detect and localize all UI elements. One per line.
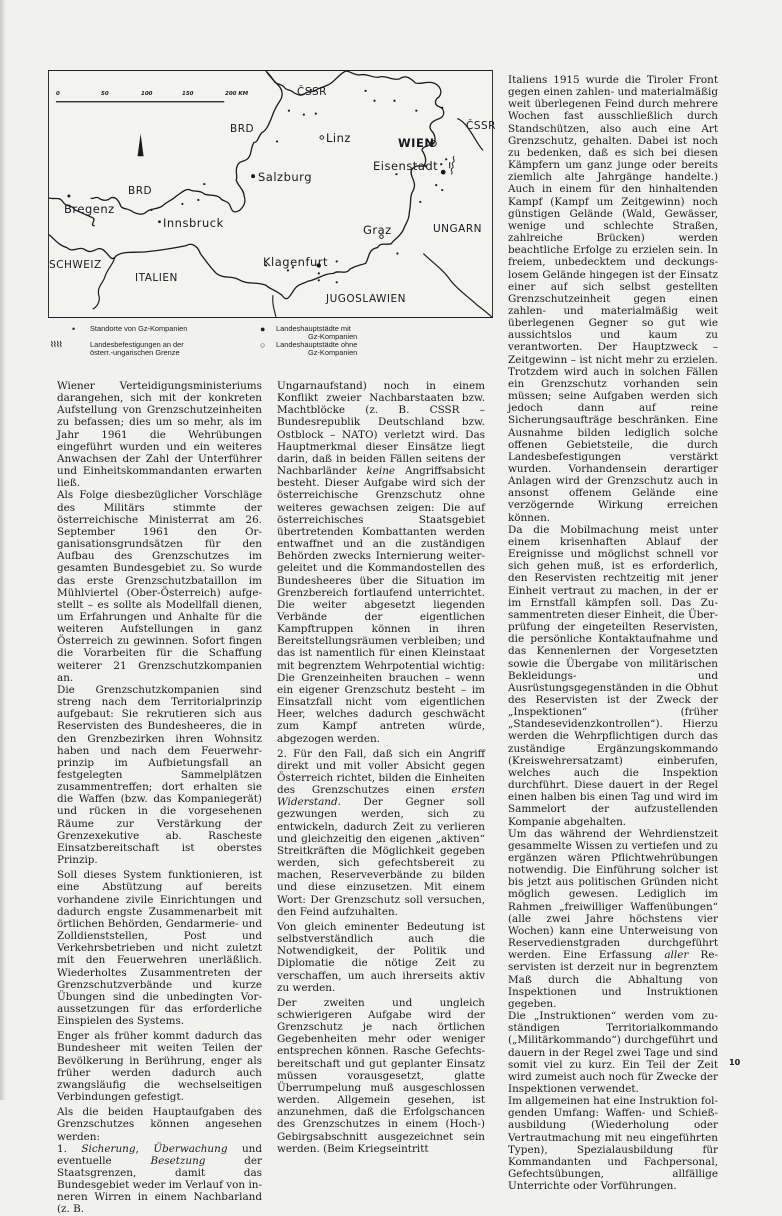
text-run: . Der Gegner soll gezwungen werden, sich zu entwickeln, dadurch Zeit zu verlieren und gleichzeitig den eigenen „aktiven“ Streitkräften die Möglichkeit gegeben werden, sich gefechtsbereit zu machen, Reserveverbände zu bilden und diese einzusetzen. Mit einem Wort: Der Grenzschutz soll versuchen, den Feind aufzuhalten. xyxy=(277,796,485,918)
city-label-innsbruck: Innsbruck xyxy=(163,216,224,230)
text-run: 2. Für den Fall, daß sich ein Angriff direkt und mit voller Absicht gegen Österreich richtet, bilden die Einheiten des Grenzschutzes einen xyxy=(277,747,485,797)
paragraph: Die Grenzschutzkompanien sind streng nach dem Territorialprinzip aufgebaut: Sie rekrutieren sich aus Reservisten des Bundesheeres, die in den Grenzbezirken ihren Wohnsitz haben und nach dem Feuerwehrprinzip im Aufbietungsfall an festgelegten Sammelplätzen zusammentreffen; dort erhalten sie die Waffen (bzw. das Kompaniegerät) und rücken in die vorgesehenen Räume zur Verstärkung der Grenzexekutive ab. Rascheste Einsatzbereitschaft ist oberstes Prinzip. xyxy=(57,683,262,867)
paragraph: Wiener Verteidigungsministeriums darangehen, sich mit der konkreten Aufstellung von Grenzschutzeinheiten zu befassen; dies um so mehr, als im Jahr 1961 die Wehrübungen eingeführt wurden und ein weiteres Anwachsen der Zahl der Unterführer und Einheitskommandanten erwarten ließ. xyxy=(57,380,262,490)
text-run: Ungarnaufstand) noch in einem Konflikt zweier Nachbarstaaten bzw. Machtblöcke (z. B. CSSR – Bundesrepublik Deutschland bzw. Ostblock – NATO) verletzt wird. Das Hauptmerkmal dieser Einsätze liegt darin, daß in beiden Fällen seitens der Nachbarländer xyxy=(277,380,485,478)
text-run: Um das während der Wehrdienstzeit gesammelte Wissen zu vertiefen und zu ergänzen wären Pflichtwehrübungen notwendig. Die Einführung solcher ist bis jetzt aus politischen Gründen nicht möglich gewesen. Lediglich im Rahmen „freiwilliger Waffenübungen“ (alle zwei Jahre höchstens vier Wochen) kann eine Unterweisung von Reservedienstgraden durchgeführt werden. Eine Erfassung xyxy=(508,827,718,962)
capital-without-gz-marker xyxy=(320,136,324,140)
paragraph: Die „Instruktionen“ werden vom zuständigen Territorialkommando („Militärkommando“) durchgeführt und dauern in der Regel zwei Tage und sind somit viel zu kurz. Ein Teil der Zeit wird zumeist auch noch für Zwecke der Inspektionen verwendet. xyxy=(508,1010,718,1095)
austria-border-map xyxy=(48,70,496,318)
capital-with-gz-marker xyxy=(441,170,446,175)
gz-company-dot-icon: • xyxy=(72,324,76,334)
city-label-eisenstadt: Eisenstadt xyxy=(373,159,439,173)
legend-capitals-without-line2: Gz-Kompanien xyxy=(308,348,358,357)
open-circle-icon: ○ xyxy=(260,340,266,350)
scale-label: 100 xyxy=(141,91,153,97)
scale-label: 50 xyxy=(101,91,109,97)
text-column-3 xyxy=(508,74,718,1192)
gz-company-markers xyxy=(67,89,447,284)
paragraph: Der zweiten und ungleich schwierigeren Aufgabe wird der Grenzschutz je nach örtlichen Gegebenheiten mehr oder weniger entsprechen können. Rasche Gefechtsbereitschaft und gut geplanter Einsatz müssen vorausgesetzt, glatte Überrumpelung muß ausgeschlossen werden. Allgemein gesehen, ist anzunehmen, daß die Erfolgschancen des Grenzschutzes in einem (Hoch-) Gebirgsabschnitt ausgezeichnet sein werden. (Beim Kriegseintritt xyxy=(277,996,485,1155)
text-run: und eventuelle xyxy=(57,1142,263,1167)
fortification-line xyxy=(449,156,454,174)
paragraph: Italiens 1915 wurde die Tiroler Front gegen einen zahlen- und materialmäßig weit überlegenen Feind durch mehrere Wochen fast ausschließlich durch Standschützen, also auch eine Art Grenzschutz, gehalten. Dabei ist noch zu bedenken, daß es sich bei diesen Kämpfern um ganz junge oder bereits ziemlich alte Jahrgänge handelte.) Auch in einem für den hinhaltenden Kampf (Kampf um Zeitgewinn) noch günstigen Gelände (Wald, Gewässer, wenige und schlechte Straßen, zahlreiche Brücken) werden beachtliche Erfolge zu erzielen sein. In freiem, unbedecktem und deckungslosem Gelände hingegen ist der Einsatz einer auf sich selbst gestellten Grenzschutzeinheit gegen einen zahlen- und materialmäßig weit überlegenen Gegner so gut wie aussichtslos und kaum zu verantworten. Der Hauptzweck – Zeitgewinn – ist nicht mehr zu erzielen. Trotzdem wird auch in solchen Fällen ein Grenzschutz vorhanden sein müssen; seine Aufgaben werden sich jedoch dann auf reine Sicherungsaufträge beschränken. Eine Ausnahme bilden lediglich solche offenen Gebietsteile, die durch Landesbefestigungen verstärkt wurden. Vorhandensein derartiger Anlagen wird der Grenzschutz auch in ansonst offenem Gelände eine verzögernde Wirkung erreichen können. xyxy=(508,74,718,524)
paragraph: Als die beiden Hauptaufgaben des Grenzschutzes können angesehen werden: xyxy=(57,1106,262,1143)
capital-with-gz-marker xyxy=(251,174,255,178)
legend-fortifications-line2: österr.-ungarischen Grenze xyxy=(90,348,180,357)
country-label-jugoslawien: JUGOSLAWIEN xyxy=(326,293,407,305)
emphasis: Sicherung xyxy=(81,1142,136,1155)
text-run: , xyxy=(135,1142,154,1155)
text-column-2 xyxy=(277,380,485,1155)
paragraph: Enger als früher kommt dadurch das Bundesheer mit weiten Teilen der Bevölkerung in Berührung, enger als früher werden dadurch auch zwangsläufig die wechselseitigen Verbindungen gefestigt. xyxy=(57,1030,262,1104)
paragraph: Soll dieses System funktionieren, ist eine Abstützung auf bereits vorhandene zivile Einrichtungen und dadurch engste Zusammenarbeit mit örtlichen Behörden, Gendarmerie- und Zolldienststellen, Post und Verkehrsbetrieben und nicht zuletzt mit den Feuerwehren unerläßlich. Wiederholtes Zusammentreten der Grenzschutzverbände und kurze Übungen sind die unbedingten Voraussetzungen für das erforderliche Einspielen des Systems. xyxy=(57,869,262,1028)
city-label-bregenz: Bregenz xyxy=(64,202,115,216)
page-edge-shadow xyxy=(0,0,6,1100)
page-number: 10 xyxy=(729,1058,741,1067)
country-label-italien: ITALIEN xyxy=(135,272,178,284)
text-run: Reservisten ist derzeit nur in begrenztem Maß durch die Abhaltung von Inspektionen und Instruktionen gegeben. xyxy=(508,949,718,1010)
legend-gz-companies: Standorte von Gz-Kompanien xyxy=(90,324,188,333)
text-column-1 xyxy=(57,380,262,1216)
city-label-salzburg: Salzburg xyxy=(258,170,312,184)
country-label-brd: BRD xyxy=(230,123,255,135)
country-label-brd: BRD xyxy=(128,185,153,197)
paragraph: Von gleich eminenter Bedeutung ist selbstverständlich auch die Notwendigkeit, der Politik und Diplomatie die nötige Zeit zu verschaffen, um auch ihrerseits aktiv zu werden. xyxy=(277,920,485,994)
paragraph: Als Folge diesbezüglicher Vorschläge des Militärs stimmte der österreichische Ministerrat am 26. September 1961 den Organisationsgrundsätzen für den Aufbau des Grenzschutzes im gesamten Bundesgebiet zu. So wurde das erste Grenzschutzbataillon im Mühlviertel (Ober-Österreich) aufgestellt – es sollte als Modellfall dienen, um Erfahrungen und Anhalte für die weiteren Aufstellungen in ganz Österreich zu gewinnen. Sofort fingen die Vorarbeiten für die Schaffung weiterer 21 Grenzschutzkompanien an. xyxy=(57,489,262,684)
country-label-cssr: ČSSR xyxy=(297,86,327,98)
emphasis: aller xyxy=(664,949,689,962)
paragraph-task-1 xyxy=(57,1143,262,1216)
austria-border-line xyxy=(49,71,444,299)
paragraph-task-2 xyxy=(277,748,485,918)
country-label-ungarn: UNGARN xyxy=(433,223,483,235)
paragraph xyxy=(508,828,718,1010)
paragraph xyxy=(277,380,485,745)
emphasis: ersten Widerstand xyxy=(277,784,485,809)
country-label-cssr: ČSSR xyxy=(466,120,496,132)
emphasis: keine xyxy=(366,465,396,478)
list-number: 1. xyxy=(57,1142,82,1155)
capital-with-gz-marker xyxy=(158,220,161,223)
north-arrow-icon xyxy=(138,133,144,156)
emphasis: Besetzung xyxy=(150,1154,206,1167)
country-label-schweiz: SCHWEIZ xyxy=(49,259,102,271)
filled-circle-icon: ● xyxy=(260,324,266,334)
text-run: Angriffsabsicht besteht. Dieser Aufgabe wird sich der österreichische Grenzschutz ohne weiteres gewachsen zeigen: Die auf österreichisches Staatsgebiet übertretenden Kombattanten werden entwaffnet und an die zuständigen Behörden zwecks Internierung weitergeleitet und die Kommandostellen des Bundesheeres über die Situation im Grenzbereich fortlaufend unterrichtet. Die weiter abgesetzt liegenden Verbände der eigentlichen Kampftruppen können in ihren Bereitstellungsräumen verbleiben; und das ist namentlich für einen Kleinstaat mit begrenztem Wehrpotential wichtig: Die Grenzeinheiten brauchen – wenn ein eigener Grenzschutz besteht – im Einsatzfall nicht vom eigentlichen Heer, welches dadurch geschwächt zum Kampf antreten würde, abgezogen werden. xyxy=(277,465,485,745)
paragraph: Im allgemeinen hat eine Instruktion folgenden Umfang: Waffen- und Schießausbildung (Wiederholung oder Vertrautmachung mit neu eingeführten Typen), Spezialausbildung für Kommandanten und Fachpersonal, Gefechtsübungen, allfällige Unterrichte oder Vorführungen. xyxy=(508,1095,718,1193)
legend-capitals-with-line1: Landeshauptstädte mit xyxy=(276,324,351,333)
legend-fortifications-line1: Landesbefestigungen an der xyxy=(90,340,184,349)
emphasis: Überwachung xyxy=(153,1142,228,1155)
fortification-wave-icon: ⌇⌇⌇⌇ xyxy=(50,340,62,349)
text-run: der Staatsgrenzen, damit das Bundesgebiet weder im Verlauf von inneren Wirren in einem Nachbarland (z. B. xyxy=(57,1154,262,1216)
city-label-wien: WIEN xyxy=(398,136,435,150)
city-label-klagenfurt: Klagenfurt xyxy=(263,255,329,269)
scale-label: 150 xyxy=(182,91,194,97)
paragraph: Da die Mobilmachung meist unter einem krisenhaften Ablauf der Ereignisse und möglichst schnell vor sich gehen muß, ist es erforderlich, den Reservisten rechtzeitig mit jener Einheit vertraut zu machen, in der er im Ernstfall kämpfen soll. Das Zusammentreten dieser Einheit, die Überprüfung der eingeteilten Reservisten, die persönliche Kontaktaufnahme und das Kennenlernen der Vorgesetzten sowie die Übergabe von militärischen Bekleidungs- und Ausrüstungsgegenständen in die Obhut des Reservisten ist der Zweck der „Inspektionen“ (früher „Standesevidenzkontrollen“). Hierzu werden die Wehrpflichtigen durch das zuständige Ergänzungskommando (Kreiswehrersatzamt) einberufen, welches auch die Inspektion durchführt. Diese dauert in der Regel einen halben bis einen Tag und wird im Sammelort der aufzustellenden Kompanie abgehalten. xyxy=(508,523,718,828)
legend-capitals-without-line1: Landeshauptstädte ohne xyxy=(276,340,358,349)
city-label-linz: Linz xyxy=(326,131,351,145)
scale-label: 0 xyxy=(56,91,60,97)
map-borders xyxy=(49,71,492,317)
city-label-graz: Graz xyxy=(363,223,392,237)
legend-capitals-with-line2: Gz-Kompanien xyxy=(308,332,358,341)
map-legend xyxy=(50,322,480,366)
scale-label: 200 KM xyxy=(225,91,249,97)
